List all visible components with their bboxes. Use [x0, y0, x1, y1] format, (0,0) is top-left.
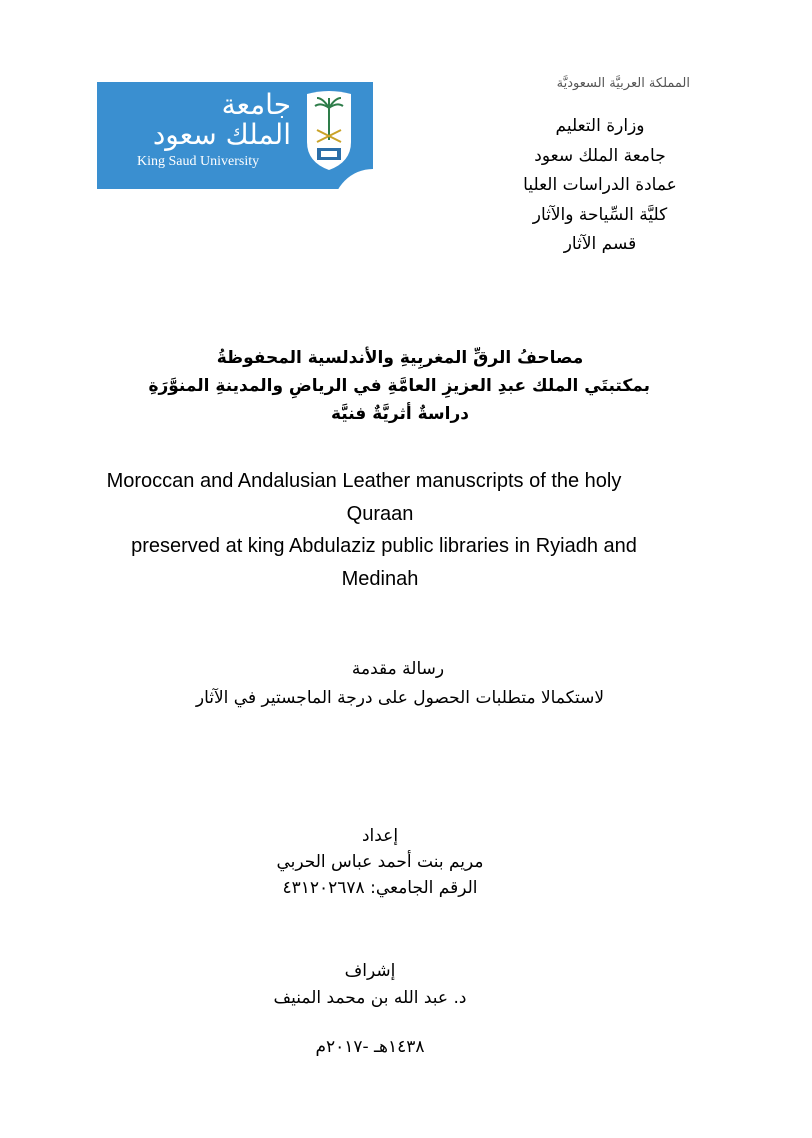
student-name: مريم بنت أحمد عباس الحربي [276, 852, 484, 872]
supervision-label: إشراف [344, 961, 396, 981]
college-name: كليَّة السِّياحة والآثار [532, 204, 668, 225]
supervisor-name: د. عبد الله بن محمد المنيف [273, 988, 467, 1008]
thesis-purpose: لاستكمالا متطلبات الحصول على درجة الماجستير في الآثار [195, 688, 605, 708]
thesis-submission [150, 655, 650, 713]
deanship-name: عمادة الدراسات العليا [523, 175, 677, 195]
logo-arabic-line1: جامعة [221, 88, 291, 121]
ministry-name: وزارة التعليم [555, 116, 645, 136]
arabic-title-line2: بمكتبتَي الملك عبدِ العزيزِ العامَّةِ في الرياضِ والمدينةِ المنوَّرَةِ [148, 376, 650, 396]
preparation-section [230, 823, 530, 901]
english-title-line1: Moroccan and Andalusian Leather manuscripts of the holy [106, 470, 622, 492]
university-name: جامعة الملك سعود [534, 145, 666, 166]
arabic-thesis-title [150, 344, 650, 428]
department-name: قسم الآثار [563, 234, 637, 254]
king-saud-university-logo [97, 82, 373, 189]
thesis-label: رسالة مقدمة [351, 659, 445, 679]
institution-header [500, 112, 700, 260]
english-title-line4: Medinah [341, 567, 419, 590]
preparation-label: إعداد [361, 826, 399, 846]
supervision-section [220, 958, 520, 1012]
country-name: المملكة العربيَّة السعوديَّة [556, 76, 690, 91]
palm-swords-emblem-icon [303, 90, 355, 172]
submission-date: ١٤٣٨هـ -٢٠١٧م [315, 1037, 425, 1057]
english-title-line3: preserved at king Abdulaziz public libraries in Ryiadh and [131, 535, 637, 557]
logo-arabic-line2: الملك سعود [152, 118, 291, 151]
english-thesis-title [90, 465, 670, 595]
arabic-title-line3: دراسةٌ أثريَّةٌ فنيَّة [330, 404, 469, 424]
english-title-line2: Quraan [346, 502, 414, 525]
arabic-title-line1: مصاحفُ الرقِّ المغربِيةِ والأندلسية المحفوظةُ [216, 348, 584, 368]
logo-english-name: King Saud University [137, 154, 260, 169]
student-id: الرقم الجامعي: ٤٣١٢٠٢٦٧٨ [282, 878, 478, 898]
